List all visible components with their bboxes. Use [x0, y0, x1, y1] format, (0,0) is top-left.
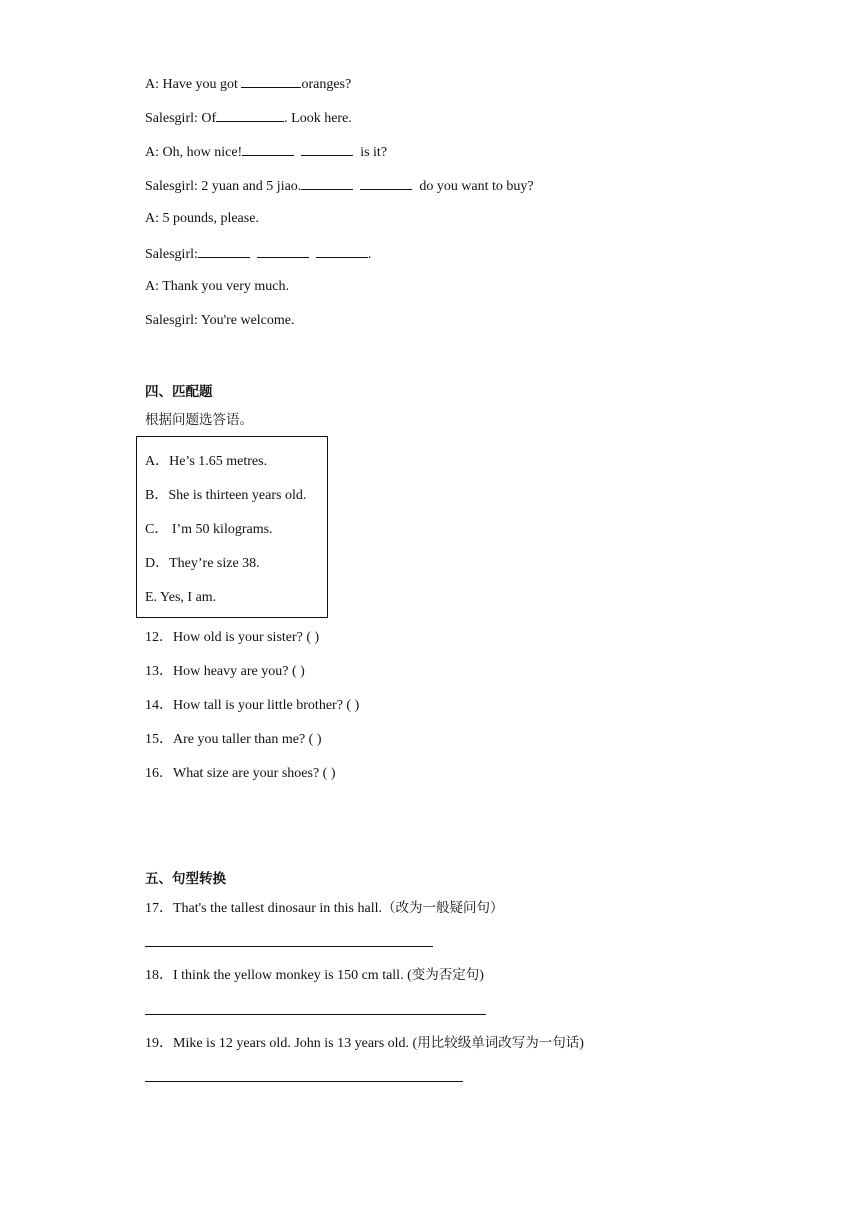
option-a: A．He’s 1.65 metres. — [145, 454, 268, 469]
dialogue-line-8: Salesgirl: You're welcome. — [145, 313, 295, 328]
dialogue-text: Salesgirl: — [145, 247, 198, 262]
question-text: ) — [479, 968, 484, 983]
option-b: B．She is thirteen years old. — [145, 488, 307, 503]
fill-blank[interactable] — [241, 74, 301, 88]
dialogue-line-3 — [145, 142, 387, 162]
fill-blank[interactable] — [316, 244, 368, 258]
dialogue-text: do you want to buy? — [415, 179, 534, 194]
option-d: D．They’re size 38. — [145, 556, 260, 571]
question-text: 18．I think the yellow monkey is 150 cm tall. ( — [145, 968, 412, 983]
fill-blank[interactable] — [301, 176, 353, 190]
dialogue-text: A: Oh, how nice! — [145, 145, 243, 160]
answer-line-19[interactable] — [145, 1081, 463, 1082]
dialogue-text: A: Have you got — [145, 77, 242, 92]
dialogue-text: Salesgirl: 2 yuan and 5 jiao. — [145, 179, 302, 194]
answer-line-18[interactable] — [145, 1014, 486, 1015]
answer-line-17[interactable] — [145, 946, 433, 947]
dialogue-text: . Look here. — [284, 111, 352, 126]
section-4-instruction: 根据问题选答语。 — [145, 412, 253, 428]
question-17 — [145, 899, 504, 918]
dialogue-text: is it? — [356, 145, 388, 160]
fill-blank[interactable] — [242, 142, 294, 156]
question-instruction: 变为否定句 — [411, 967, 480, 983]
fill-blank[interactable] — [257, 244, 309, 258]
fill-blank[interactable] — [216, 108, 284, 122]
option-e: E. Yes, I am. — [145, 590, 217, 605]
question-13: 13．How heavy are you? ( ) — [145, 664, 305, 679]
dialogue-line-4 — [145, 176, 534, 196]
dialogue-text: oranges? — [301, 77, 352, 92]
question-text: 17．That's the tallest dinosaur in this hall. — [145, 901, 382, 916]
question-19 — [145, 1034, 584, 1053]
fill-blank[interactable] — [301, 142, 353, 156]
question-18 — [145, 966, 484, 985]
section-5-heading: 五、句型转换 — [145, 871, 226, 887]
dialogue-line-7: A: Thank you very much. — [145, 279, 289, 294]
question-12: 12．How old is your sister? ( ) — [145, 630, 320, 645]
dialogue-line-1 — [145, 74, 351, 94]
question-16: 16．What size are your shoes? ( ) — [145, 766, 336, 781]
question-14: 14．How tall is your little brother? ( ) — [145, 698, 360, 713]
dialogue-line-5: A: 5 pounds, please. — [145, 211, 259, 226]
question-text: ) — [579, 1036, 584, 1051]
option-c: C． I’m 50 kilograms. — [145, 522, 273, 537]
question-instruction: 用比较级单词改写为一句话 — [417, 1035, 580, 1051]
question-text: 19．Mike is 12 years old. John is 13 years old. ( — [145, 1036, 418, 1051]
fill-blank[interactable] — [198, 244, 250, 258]
dialogue-text: . — [367, 247, 372, 262]
question-15: 15．Are you taller than me? ( ) — [145, 732, 322, 747]
question-instruction: （改为一般疑问句） — [382, 900, 504, 916]
fill-blank[interactable] — [360, 176, 412, 190]
dialogue-line-2 — [145, 108, 352, 128]
dialogue-text: Salesgirl: Of — [145, 111, 217, 126]
section-4-heading: 四、匹配题 — [145, 384, 213, 400]
dialogue-line-6 — [145, 244, 371, 264]
